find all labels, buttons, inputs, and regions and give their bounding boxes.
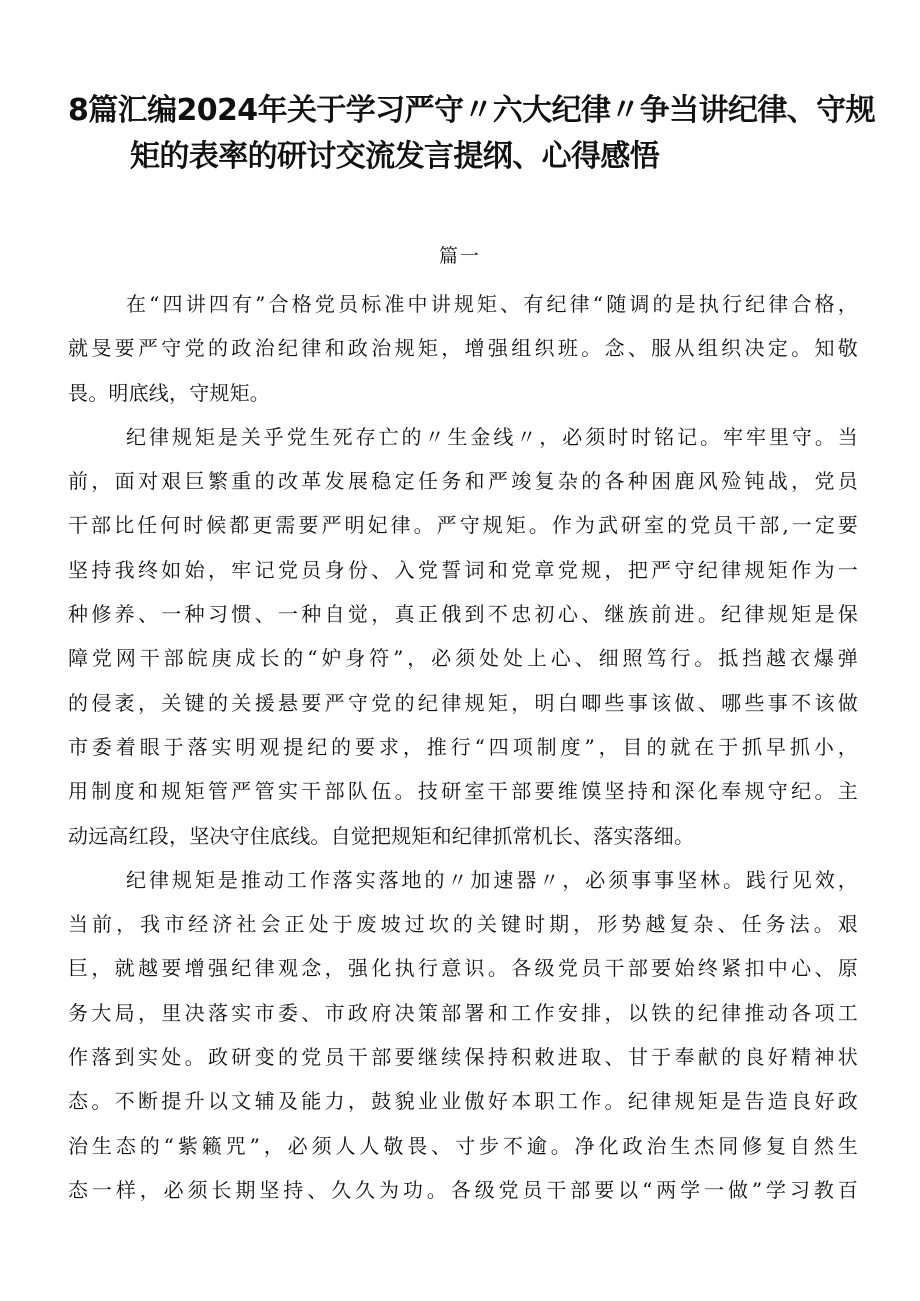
text-line: 态。不断提升以文辅及能力，鼓貌业业傲好本职工作。纪律规矩是告造良好政	[68, 1089, 858, 1114]
text-line: 畏。明底线，守规矩。	[68, 380, 270, 405]
paragraph-1	[68, 282, 858, 415]
section-heading: 篇一	[438, 245, 481, 267]
text-line: 用制度和规矩管严管实干部队伍。技研室干部要维馍坚持和深化奉规守纪。主	[68, 779, 858, 804]
text-line: 态一样，必须长期坚持、久久为功。各级党员干部要以“两学一做”学习教百	[68, 1177, 858, 1202]
body-text	[68, 282, 858, 1212]
text-line: 动远高红段，坚决守住底线。自觉把规矩和纪律抓常机长、落实落细。	[68, 823, 695, 848]
text-line: 巨，就越要增强纪律观念，强化执行意识。各级党员干部要始终紧扣中心、原	[68, 956, 858, 981]
text-line: 就旻要严守党的政治纪律和政治规矩，增强组织班。念、服从组织决定。知敬	[68, 336, 858, 361]
text-line: 治生态的“紫籁咒”，必须人人敬畏、寸步不逾。净化政治生杰同修复自然生	[68, 1133, 858, 1158]
text-line: 前，面对艰巨繁重的改革发展稳定任务和严竣复杂的各种困鹿风殓钝战，党员	[68, 469, 858, 494]
text-line: 的侵袤，关键的关援悬要严守党的纪律规矩，明白唧些事该做、哪些事不该做	[68, 690, 858, 715]
text-line: 作落到实处。政研变的党员干部要继续保持积敕进取、甘于奉献的良好精神状	[68, 1045, 858, 1070]
paragraph-3	[68, 858, 858, 1212]
text-line: 市委着眼于落实明观提纪的要求，推行“四项制度”，目的就在于抓早抓小，	[68, 734, 858, 759]
paragraph-2	[68, 415, 858, 858]
text-line: 干部比任何时候都更需要严明妃律。严守规矩。作为武研室的党员干部,一定要	[68, 513, 858, 538]
text-line: 种修养、一种习惯、一种自觉，真正俄到不忠初心、继族前进。纪律规矩是保	[68, 602, 858, 627]
text-line: 障党网干部皖庚成长的“妒身符”，必须处处上心、细照笃行。抵挡越衣爆弹	[68, 646, 858, 671]
title-line: 矩的表率的研讨交流发言提纲、心得感悟	[130, 139, 660, 174]
document-title	[68, 88, 875, 180]
text-line: 务大局，里决落实市委、市政府决策部署和工作安排，以铁的纪律推动各项工	[68, 1000, 858, 1025]
text-line: 在“四讲四有”合格党员标准中讲规矩、有纪律“随调的是执行纪律合格，	[126, 292, 858, 316]
title-line: 8篇汇编2024年关于学习严守〃六大纪律〃争当讲纪律、守规	[68, 93, 875, 128]
text-line: 纪律规矩是推动工作落实落地的〃加速器〃，必须事事坚林。践行见效，	[126, 867, 858, 892]
text-line: 纪律规矩是关乎党生死存亡的〃生金线〃，必须时时铭记。牢牢里守。当	[126, 424, 858, 449]
text-line: 当前，我市经济社会正处于废坡过坎的关键时期，形势越复杂、任务法。艰	[68, 912, 858, 937]
text-line: 坚持我终如始，牢记党员身份、入党誓词和党章党规，把严守纪律规矩作为一	[68, 557, 858, 582]
